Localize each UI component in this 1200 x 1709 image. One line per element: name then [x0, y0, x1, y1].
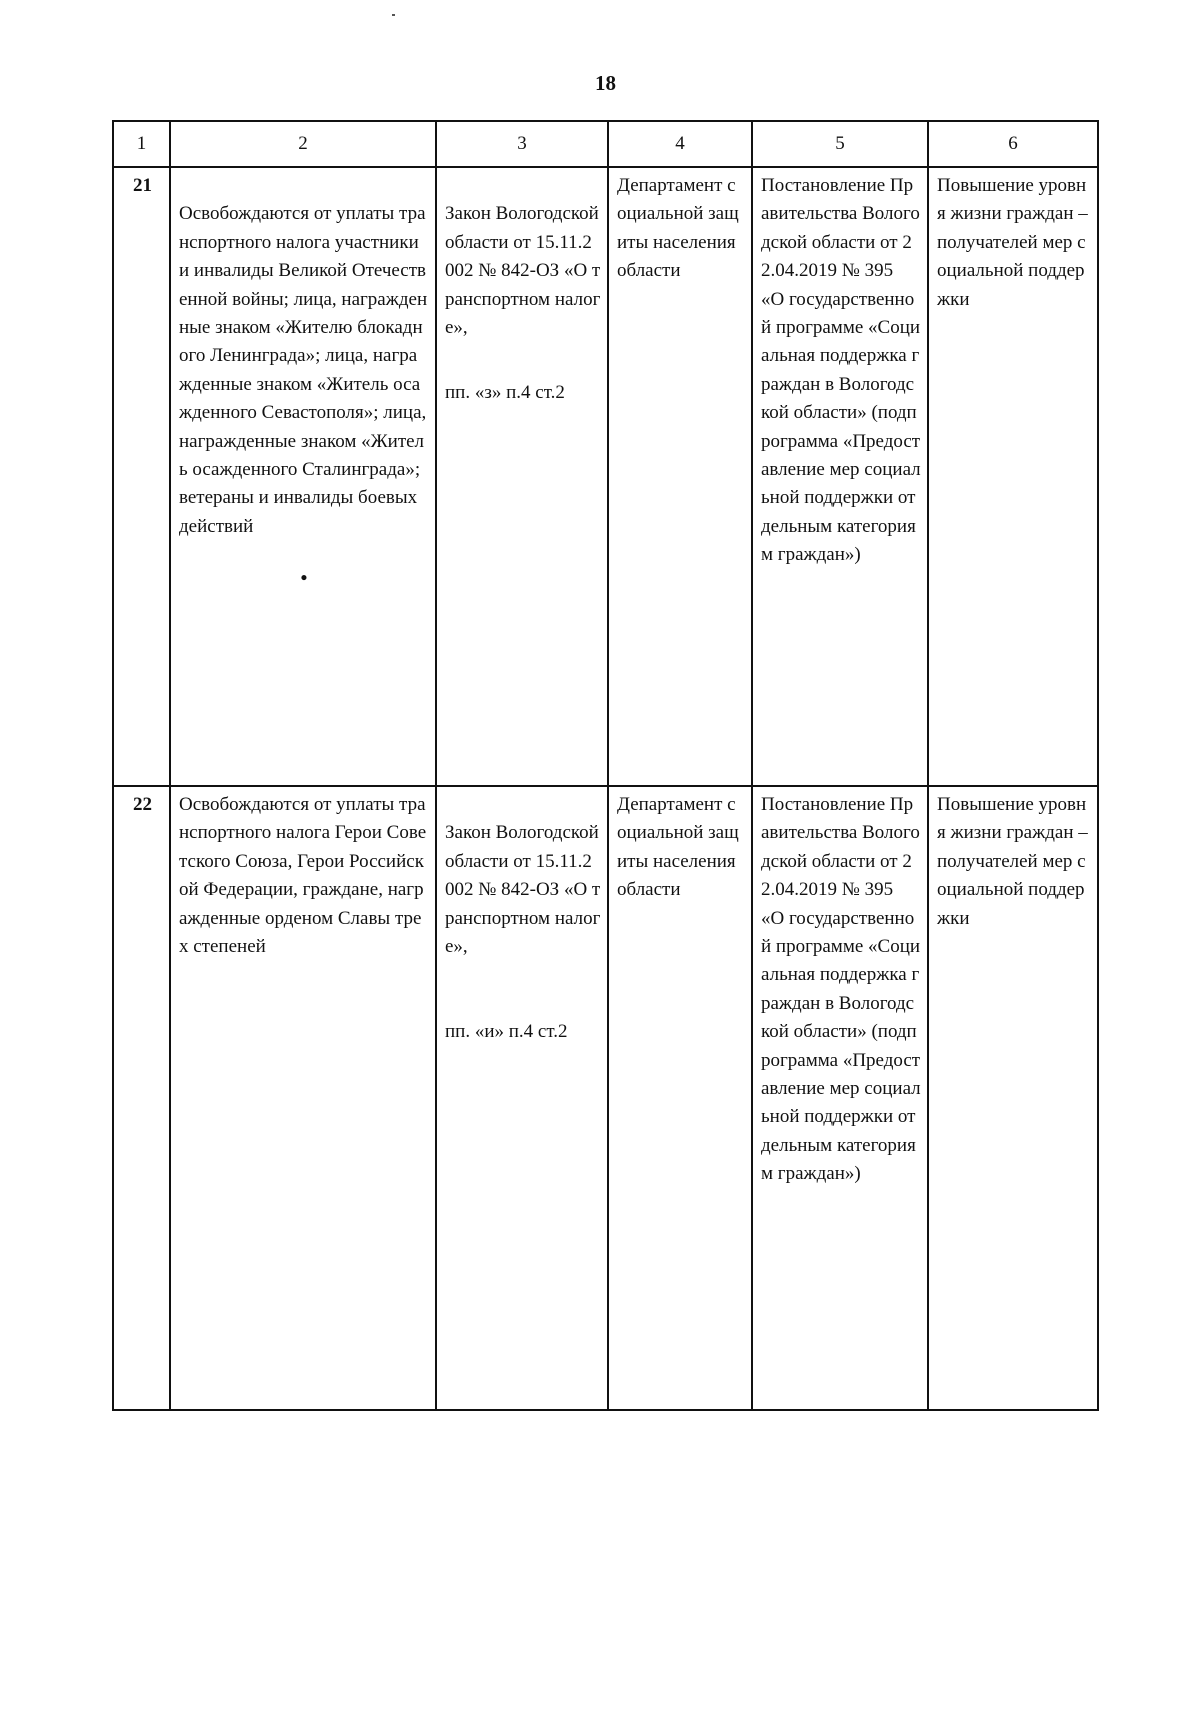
row-number: 22: [113, 786, 170, 1410]
column-header: 4: [608, 121, 752, 167]
table-header-row: [113, 121, 1098, 167]
benefits-table: [112, 120, 1099, 1411]
column-header: 5: [752, 121, 928, 167]
department-cell: Департамент социальной защиты населения области: [608, 167, 752, 786]
benefit-cell: [170, 167, 436, 786]
scan-artifact: [392, 14, 395, 16]
page-number: 18: [595, 71, 616, 95]
law-clause: пп. «з» п.4 ст.2: [445, 381, 565, 403]
law-cell: [436, 786, 608, 1410]
goal-cell: Повышение уровня жизни граждан – получателей мер социальной поддержки: [928, 167, 1098, 786]
column-header: 3: [436, 121, 608, 167]
law-clause: пп. «и» п.4 ст.2: [445, 1021, 568, 1043]
law-text: Закон Вологодской области от 15.11.2002 № 842-ОЗ «О транспортном налоге»,: [445, 822, 601, 958]
benefit-cell: Освобождаются от уплаты транспортного налога Герои Советского Союза, Герои Российской Федерации, граждане, награжденные орденом Славы трех степеней: [170, 786, 436, 1410]
table-row: [113, 786, 1098, 1410]
program-cell: Постановление Правительства Вологодской области от 22.04.2019 № 395 «О государственной программе «Социальная поддержка граждан в Вологодской области» (подпрограмма «Предоставление мер социальной поддержки отдельным категориям граждан»): [752, 167, 928, 786]
table-row: [113, 167, 1098, 786]
law-text: Закон Вологодской области от 15.11.2002 № 842-ОЗ «О транспортном налоге»,: [445, 203, 601, 339]
column-header: 6: [928, 121, 1098, 167]
stray-mark: •: [300, 568, 308, 590]
column-header: 1: [113, 121, 170, 167]
column-header: 2: [170, 121, 436, 167]
benefit-text: Освобождаются от уплаты транспортного налога участники и инвалиды Великой Отечественной войны; лица, награжденные знаком «Жителю блокадного Ленинграда»; лица, награжденные знаком «Житель осажденного Севастополя»; лица, награжденные знаком «Житель осажденного Сталинграда»; ветераны и инвалиды боевых действий: [179, 203, 428, 537]
goal-cell: Повышение уровня жизни граждан – получателей мер социальной поддержки: [928, 786, 1098, 1410]
row-number: 21: [113, 167, 170, 786]
program-cell: Постановление Правительства Вологодской области от 22.04.2019 № 395 «О государственной программе «Социальная поддержка граждан в Вологодской области» (подпрограмма «Предоставление мер социальной поддержки отдельным категориям граждан»): [752, 786, 928, 1410]
department-cell: Департамент социальной защиты населения области: [608, 786, 752, 1410]
law-cell: [436, 167, 608, 786]
